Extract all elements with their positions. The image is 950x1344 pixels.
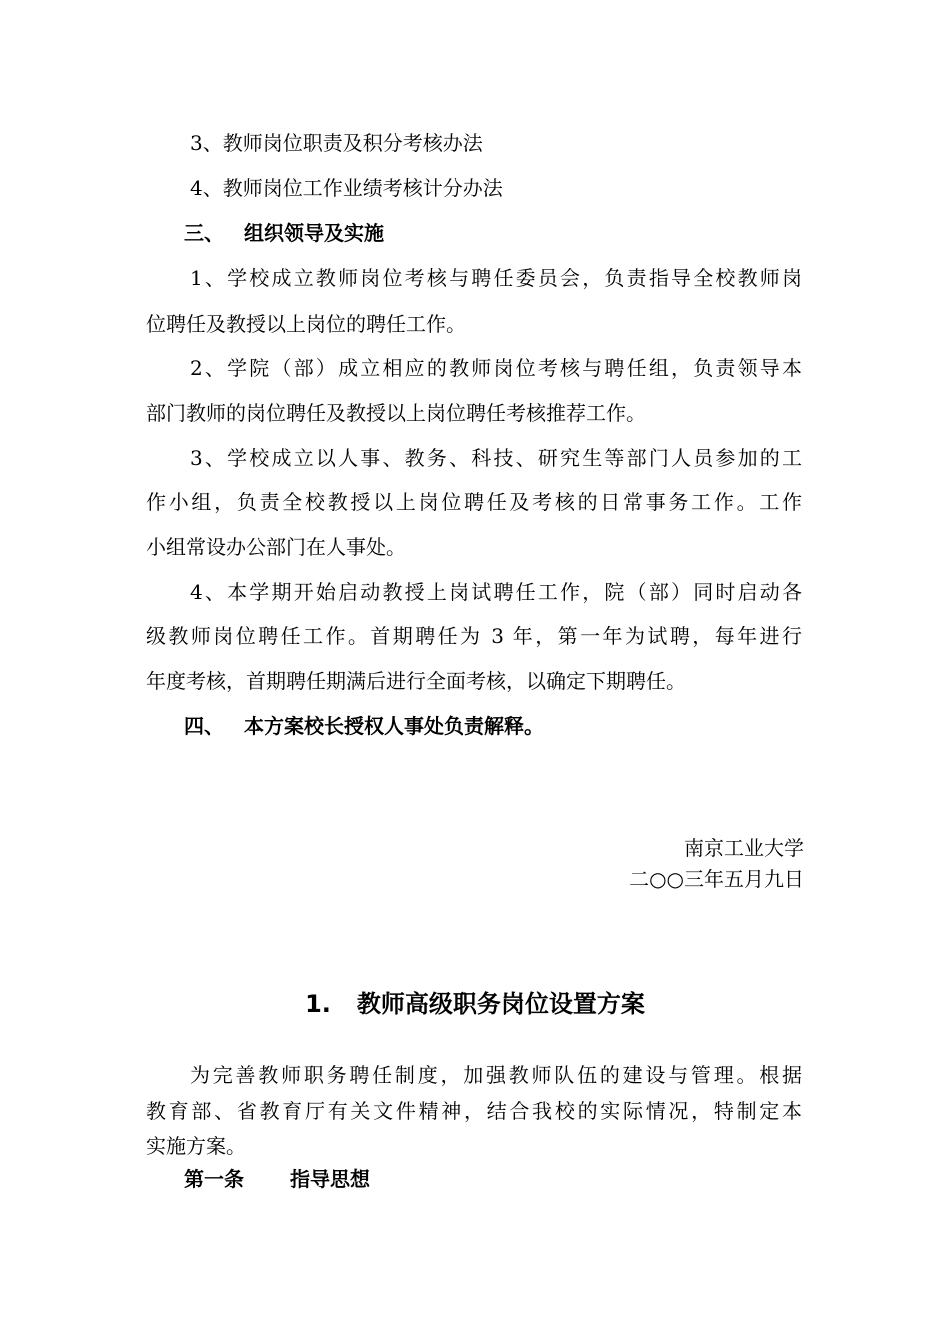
paragraph-line: 1、学校成立教师岗位考核与聘任委员会，负责指导全校教师岗 <box>190 266 802 290</box>
paragraph-line: 位聘任及教授以上岗位的聘任工作。 <box>146 312 466 336</box>
signature-date: 二○○三年五月九日 <box>629 867 804 891</box>
article-title: 指导思想 <box>290 1167 370 1191</box>
paragraph-line: 为完善教师职务聘任制度，加强教师队伍的建设与管理。根据 <box>190 1063 802 1087</box>
document-title <box>0 988 950 1020</box>
paragraph-line: 实施方案。 <box>146 1134 246 1158</box>
section-heading <box>184 713 544 739</box>
list-item: 4、教师岗位工作业绩考核计分办法 <box>190 176 503 200</box>
section-title: 组织领导及实施 <box>244 221 384 245</box>
paragraph-line: 作小组，负责全校教授以上岗位聘任及考核的日常事务工作。工作 <box>146 490 802 514</box>
section-heading <box>184 220 384 246</box>
list-item: 3、教师岗位职责及积分考核办法 <box>190 131 483 155</box>
paragraph-line: 教育部、省教育厅有关文件精神，结合我校的实际情况，特制定本 <box>146 1099 802 1123</box>
paragraph-line: 级教师岗位聘任工作。首期聘任为 3 年，第一年为试聘，每年进行 <box>146 624 802 648</box>
paragraph-line: 部门教师的岗位聘任及教授以上岗位聘任考核推荐工作。 <box>146 401 646 425</box>
article-number: 第一条 <box>184 1167 244 1191</box>
paragraph-line: 3、学校成立以人事、教务、科技、研究生等部门人员参加的工 <box>190 446 802 470</box>
signature-organization: 南京工业大学 <box>684 836 804 860</box>
paragraph-line: 小组常设办公部门在人事处。 <box>146 535 406 559</box>
paragraph-line: 2、学院（部）成立相应的教师岗位考核与聘任组，负责领导本 <box>190 356 802 380</box>
title-text: 教师高级职务岗位设置方案 <box>356 990 645 1018</box>
article-heading <box>184 1166 370 1192</box>
section-number: 四、 <box>184 714 224 738</box>
section-number: 三、 <box>184 221 224 245</box>
title-number: 1. <box>305 990 331 1018</box>
section-title: 本方案校长授权人事处负责解释。 <box>244 714 544 738</box>
paragraph-line: 4、本学期开始启动教授上岗试聘任工作，院（部）同时启动各 <box>190 580 802 604</box>
paragraph-line: 年度考核，首期聘任期满后进行全面考核，以确定下期聘任。 <box>146 669 686 693</box>
